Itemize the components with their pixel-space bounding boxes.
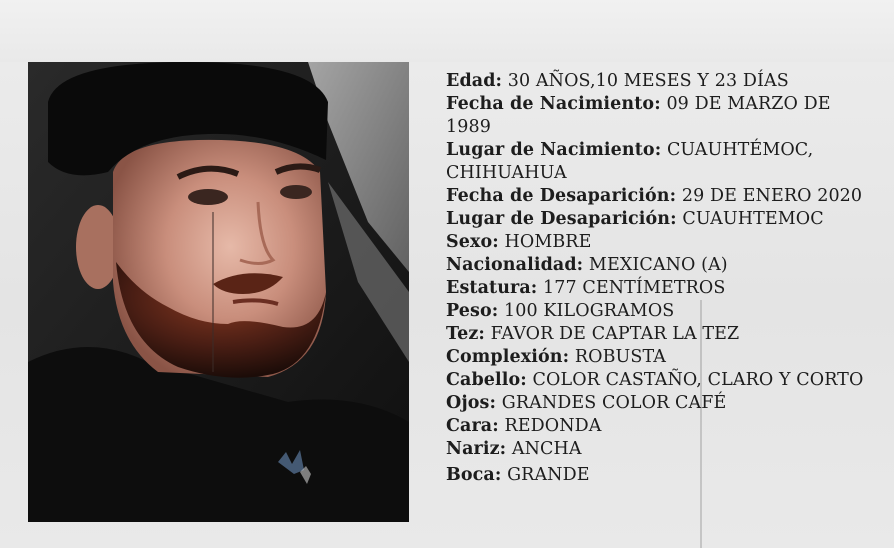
- detail-value: REDONDA: [504, 416, 602, 436]
- detail-value: ANCHA: [511, 439, 582, 459]
- detail-label: Fecha de Nacimiento:: [446, 94, 661, 114]
- person-photo: [28, 62, 409, 522]
- detail-label: Lugar de Nacimiento:: [446, 140, 662, 160]
- detail-value: FAVOR DE CAPTAR LA TEZ: [490, 324, 740, 344]
- detail-value: 100 KILOGRAMOS: [503, 301, 675, 321]
- detail-value: 177 CENTÍMETROS: [543, 278, 726, 298]
- scan-line: [212, 212, 214, 372]
- detail-edad: [446, 70, 866, 93]
- detail-tez: [446, 323, 866, 346]
- detail-label: Cara:: [446, 416, 499, 436]
- detail-fecha-desaparicion: [446, 185, 866, 208]
- detail-label: Lugar de Desaparición:: [446, 209, 677, 229]
- detail-label: Cabello:: [446, 370, 527, 390]
- detail-label: Ojos:: [446, 393, 497, 413]
- detail-boca: [446, 464, 866, 487]
- detail-lugar-desaparicion: [446, 208, 866, 231]
- detail-label: Nariz:: [446, 439, 507, 459]
- detail-value: GRANDES COLOR CAFÉ: [501, 393, 727, 413]
- detail-fecha-nacimiento: [446, 93, 866, 139]
- detail-cara: [446, 415, 866, 438]
- detail-label: Peso:: [446, 301, 499, 321]
- detail-label: Boca:: [446, 465, 502, 485]
- detail-ojos: [446, 392, 866, 415]
- person-details: [446, 70, 866, 487]
- detail-nariz: [446, 438, 866, 461]
- detail-nacionalidad: [446, 254, 866, 277]
- detail-value: HOMBRE: [504, 232, 592, 252]
- detail-label: Tez:: [446, 324, 485, 344]
- detail-label: Complexión:: [446, 347, 570, 367]
- detail-value: 30 AÑOS,10 MESES Y 23 DÍAS: [507, 71, 789, 91]
- detail-label: Sexo:: [446, 232, 499, 252]
- detail-value: CUAUHTÉMOC, CHIHUAHUA: [446, 140, 814, 183]
- detail-value: 29 DE ENERO 2020: [681, 186, 863, 206]
- person-photo-illustration: [28, 62, 409, 522]
- detail-label: Edad:: [446, 71, 503, 91]
- detail-lugar-nacimiento: [446, 139, 866, 185]
- detail-label: Nacionalidad:: [446, 255, 584, 275]
- detail-cabello: [446, 369, 866, 392]
- detail-label: Estatura:: [446, 278, 538, 298]
- detail-value: GRANDE: [507, 465, 590, 485]
- detail-value: 09 DE MARZO DE 1989: [446, 94, 831, 137]
- detail-label: Fecha de Desaparición:: [446, 186, 677, 206]
- detail-value: COLOR CASTAÑO, CLARO Y CORTO: [532, 370, 864, 390]
- paper-top-band: [0, 0, 894, 62]
- detail-sexo: [446, 231, 866, 254]
- detail-peso: [446, 300, 866, 323]
- left-eye: [188, 189, 228, 205]
- detail-value: MEXICANO (A): [588, 255, 728, 275]
- detail-complexion: [446, 346, 866, 369]
- detail-estatura: [446, 277, 866, 300]
- right-eye: [280, 185, 312, 199]
- detail-value: ROBUSTA: [574, 347, 667, 367]
- detail-value: CUAUHTEMOC: [682, 209, 824, 229]
